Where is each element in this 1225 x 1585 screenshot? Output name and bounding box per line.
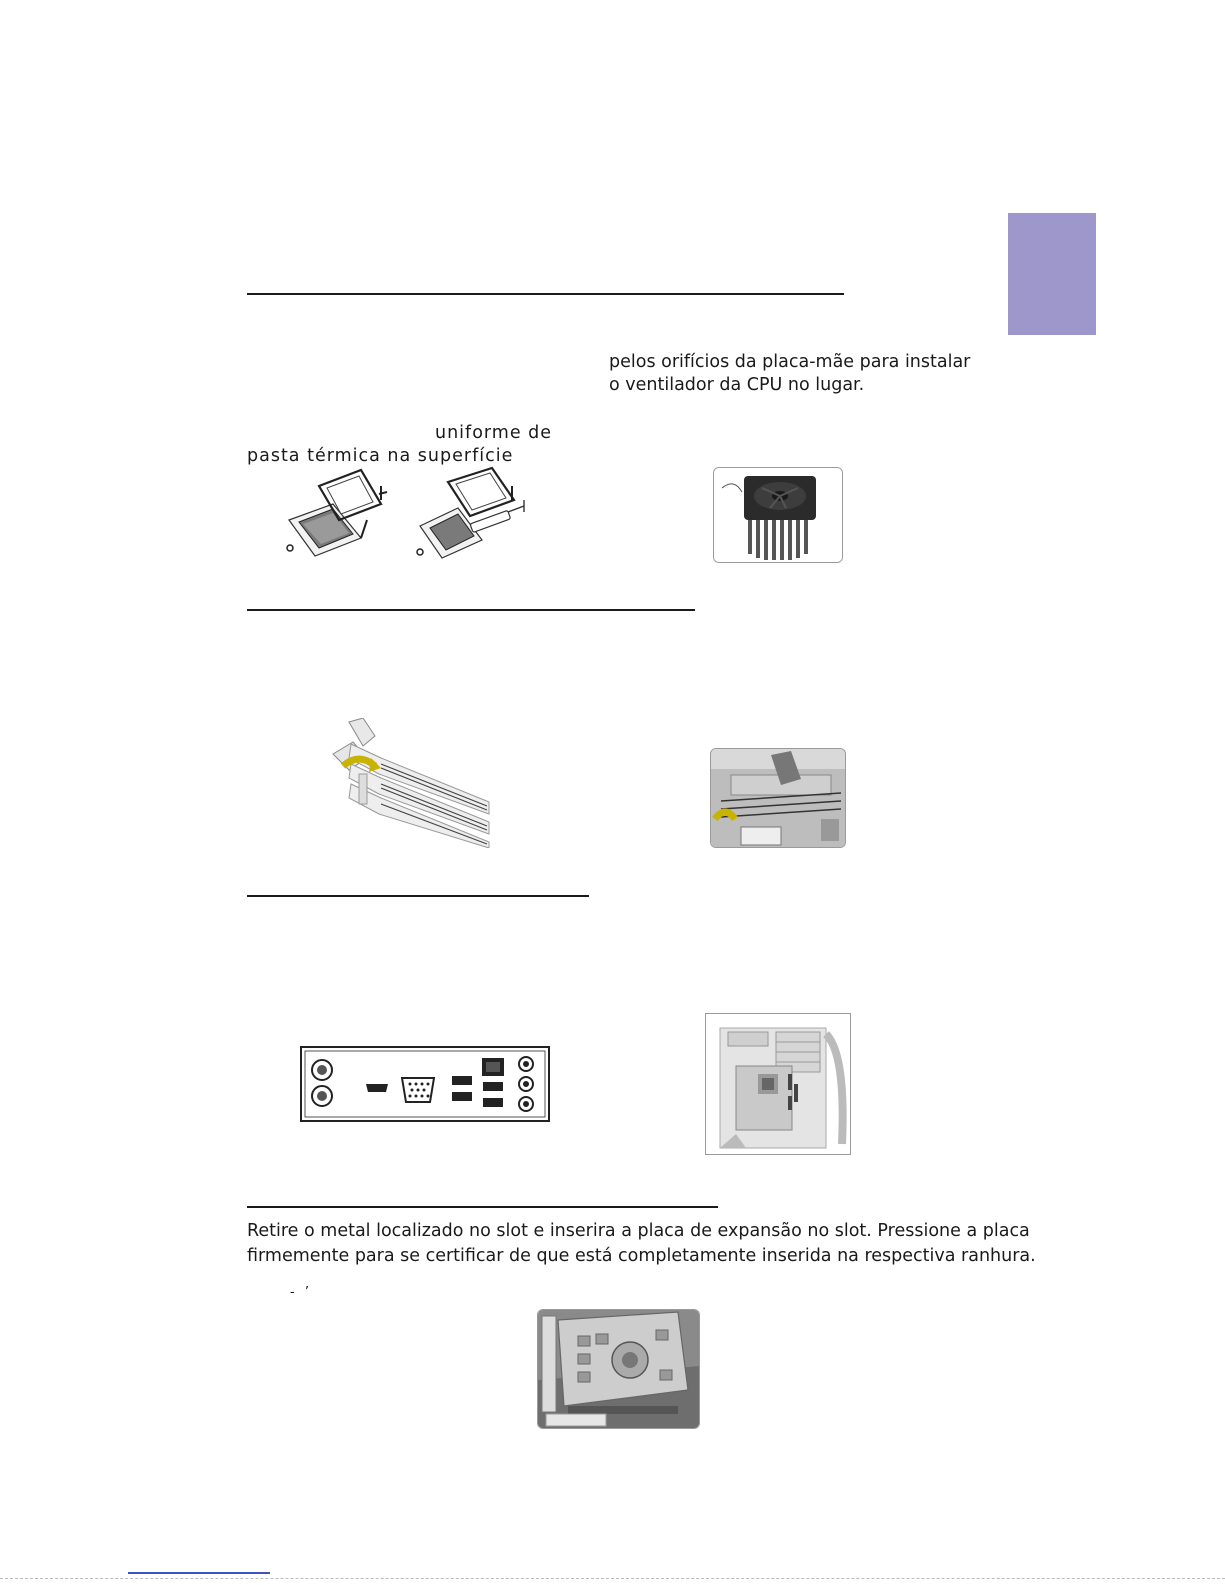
section-4-body-line-2: firmemente para se certificar de que está completamente inserida na respectiva ranhura.	[247, 1246, 1036, 1266]
chassis-photo	[705, 1013, 851, 1155]
section-2-rule	[247, 609, 695, 611]
section-3-rule	[247, 895, 589, 897]
section-4-body-line-1: Retire o metal localizado no slot e inserira a placa de expansão no slot. Pressione a placa	[247, 1221, 1030, 1241]
io-shield-illustration	[300, 1046, 550, 1122]
cpu-socket-illustration	[283, 464, 395, 564]
stray-marks: ‐ ’	[290, 1285, 312, 1300]
cpu-fan-photo	[713, 467, 843, 563]
section-1-right-line-2: o ventilador da CPU no lugar.	[609, 375, 865, 395]
section-4-rule	[247, 1206, 718, 1208]
footer-dashed-rule	[0, 1578, 1225, 1580]
expansion-card-photo	[537, 1309, 700, 1429]
section-1-left-line-2: pasta térmica na superfície	[247, 446, 514, 466]
section-1-left-line-1: uniforme de	[435, 423, 553, 443]
thermal-paste-illustration	[412, 464, 530, 564]
section-1-right-line-1: pelos orifícios da placa-mãe para instalar	[609, 352, 971, 372]
dimm-slot-illustration	[323, 718, 493, 848]
memory-install-photo	[710, 748, 846, 848]
section-1-rule	[247, 293, 844, 295]
chapter-tab	[1008, 213, 1096, 335]
footer-link-underline	[128, 1572, 270, 1574]
